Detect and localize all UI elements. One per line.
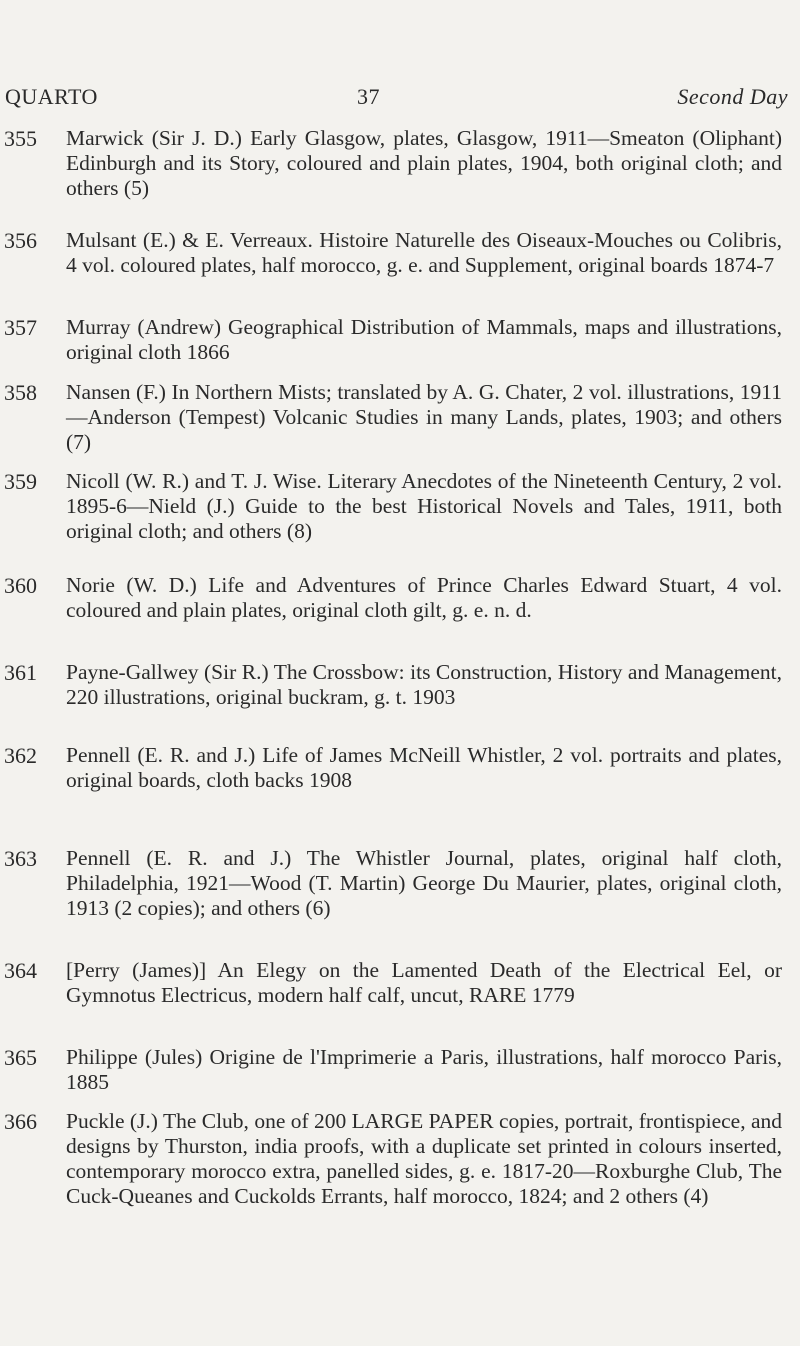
- lot-description: [Perry (James)] An Elegy on the Lamented Death of the Electrical Eel, or Gymnotus Electricus, modern half calf, uncut, RARE 1779: [66, 958, 782, 1007]
- lot-description: Philippe (Jules) Origine de l'Imprimerie a Paris, illustrations, half morocco Paris, 1885: [66, 1045, 782, 1094]
- header-format: QUARTO: [5, 84, 98, 109]
- lot-number: 366: [4, 1109, 37, 1134]
- lot-number: 364: [4, 958, 37, 983]
- lot-description: Murray (Andrew) Geographical Distribution of Mammals, maps and illustrations, original cloth 1866: [66, 315, 782, 364]
- lot-description: Norie (W. D.) Life and Adventures of Prince Charles Edward Stuart, 4 vol. coloured and plain plates, original cloth gilt, g. e. n. d.: [66, 573, 782, 622]
- lot-number: 356: [4, 228, 37, 253]
- lot-number: 361: [4, 660, 37, 685]
- lot-number: 355: [4, 126, 37, 151]
- lot-description: Payne-Gallwey (Sir R.) The Crossbow: its Construction, History and Management, 220 illustrations, original buckram, g. t. 1903: [66, 660, 782, 709]
- lot-number: 363: [4, 846, 37, 871]
- page-header: [5, 84, 788, 114]
- lot-description: Nansen (F.) In Northern Mists; translated by A. G. Chater, 2 vol. illustrations, 1911—Anderson (Tempest) Volcanic Studies in many Lands, plates, 1903; and others (7): [66, 380, 782, 454]
- lot-number: 360: [4, 573, 37, 598]
- page-number: 37: [357, 84, 380, 109]
- lot-description: Pennell (E. R. and J.) Life of James McNeill Whistler, 2 vol. portraits and plates, original boards, cloth backs 1908: [66, 743, 782, 792]
- lot-number: 359: [4, 469, 37, 494]
- lot-number: 362: [4, 743, 37, 768]
- lot-description: Marwick (Sir J. D.) Early Glasgow, plates, Glasgow, 1911—Smeaton (Oliphant) Edinburgh and its Story, coloured and plain plates, 1904, both original cloth; and others (5): [66, 126, 782, 200]
- lot-description: Mulsant (E.) & E. Verreaux. Histoire Naturelle des Oiseaux-Mouches ou Colibris, 4 vol. coloured plates, half morocco, g. e. and Supplement, original boards 1874-7: [66, 228, 782, 277]
- header-day: Second Day: [677, 84, 788, 109]
- lot-description: Puckle (J.) The Club, one of 200 LARGE PAPER copies, portrait, frontispiece, and designs by Thurston, india proofs, with a duplicate set printed in colours inserted, contemporary morocco extra, panelled sides, g. e. 1817-20—Roxburghe Club, The Cuck-Queanes and Cuckolds Errants, half morocco, 1824; and 2 others (4): [66, 1109, 782, 1208]
- lot-number: 365: [4, 1045, 37, 1070]
- lot-number: 357: [4, 315, 37, 340]
- lot-description: Pennell (E. R. and J.) The Whistler Journal, plates, original half cloth, Philadelphia, 1921—Wood (T. Martin) George Du Maurier, plates, original cloth, 1913 (2 copies); and others (6): [66, 846, 782, 920]
- lot-number: 358: [4, 380, 37, 405]
- lot-description: Nicoll (W. R.) and T. J. Wise. Literary Anecdotes of the Nineteenth Century, 2 vol. 1895-6—Nield (J.) Guide to the best Historical Novels and Tales, 1911, both original cloth; and others (8): [66, 469, 782, 543]
